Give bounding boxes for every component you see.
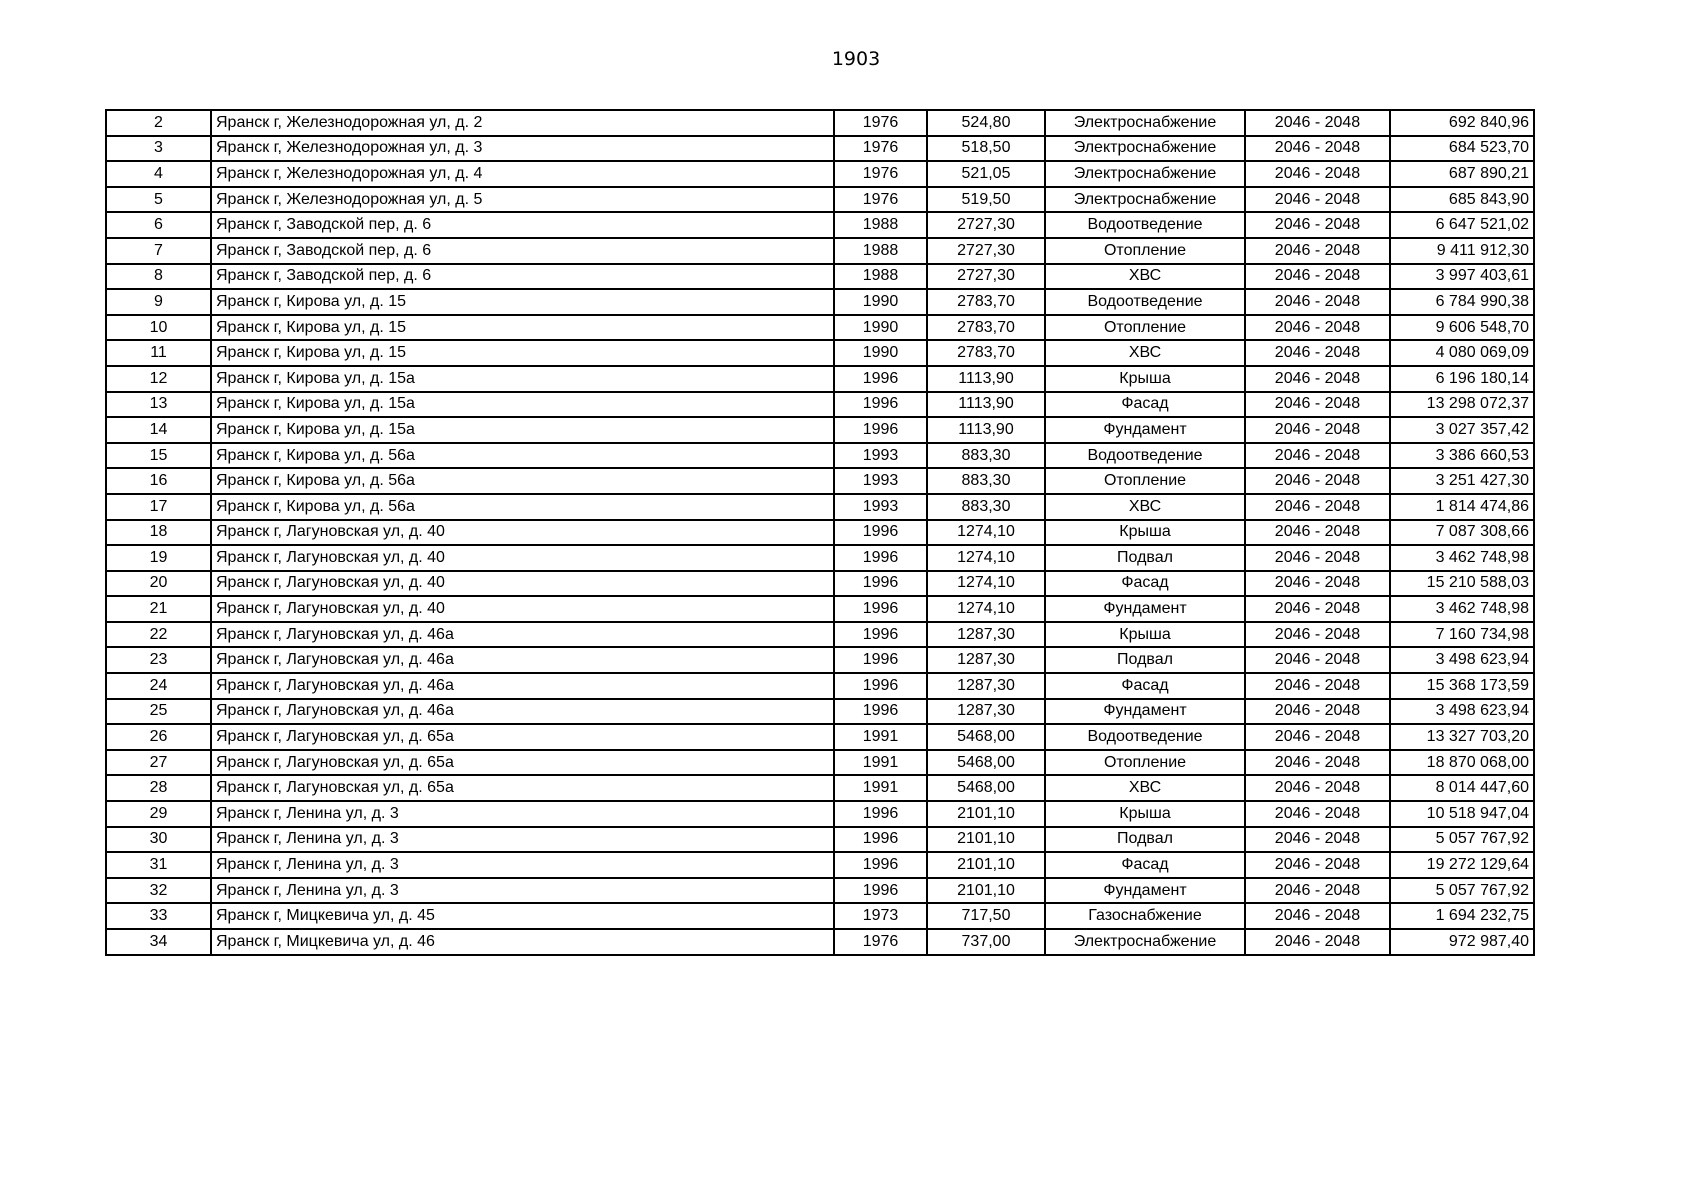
- period-cell: 2046 - 2048: [1245, 852, 1390, 878]
- table-row: [106, 750, 1534, 776]
- year-built-cell: 1996: [834, 622, 927, 648]
- table-row: [106, 417, 1534, 443]
- year-built-cell: 1996: [834, 545, 927, 571]
- work-type-cell: Фасад: [1045, 571, 1245, 597]
- work-type-cell: Фундамент: [1045, 699, 1245, 725]
- work-type-cell: Крыша: [1045, 520, 1245, 546]
- row-number: 2: [106, 110, 211, 136]
- row-number: 6: [106, 212, 211, 238]
- table-row: [106, 340, 1534, 366]
- period-cell: 2046 - 2048: [1245, 571, 1390, 597]
- year-built-cell: 1996: [834, 699, 927, 725]
- row-number: 22: [106, 622, 211, 648]
- work-type-cell: Газоснабжение: [1045, 903, 1245, 929]
- area-cell: 1287,30: [927, 673, 1045, 699]
- address-cell: Яранск г, Мицкевича ул, д. 46: [211, 929, 834, 955]
- address-cell: Яранск г, Лагуновская ул, д. 46а: [211, 622, 834, 648]
- address-cell: Яранск г, Кирова ул, д. 15: [211, 289, 834, 315]
- cost-cell: 3 498 623,94: [1390, 699, 1534, 725]
- row-number: 7: [106, 238, 211, 264]
- area-cell: 1274,10: [927, 596, 1045, 622]
- period-cell: 2046 - 2048: [1245, 878, 1390, 904]
- address-cell: Яранск г, Лагуновская ул, д. 65а: [211, 724, 834, 750]
- period-cell: 2046 - 2048: [1245, 903, 1390, 929]
- cost-cell: 15 210 588,03: [1390, 571, 1534, 597]
- work-type-cell: Фасад: [1045, 673, 1245, 699]
- work-type-cell: Водоотведение: [1045, 443, 1245, 469]
- area-cell: 5468,00: [927, 724, 1045, 750]
- address-cell: Яранск г, Железнодорожная ул, д. 4: [211, 161, 834, 187]
- cost-cell: 3 462 748,98: [1390, 545, 1534, 571]
- row-number: 4: [106, 161, 211, 187]
- year-built-cell: 1996: [834, 417, 927, 443]
- area-cell: 883,30: [927, 443, 1045, 469]
- year-built-cell: 1993: [834, 494, 927, 520]
- work-type-cell: Подвал: [1045, 827, 1245, 853]
- area-cell: 2727,30: [927, 212, 1045, 238]
- table-row: [106, 647, 1534, 673]
- period-cell: 2046 - 2048: [1245, 161, 1390, 187]
- table-row: [106, 827, 1534, 853]
- year-built-cell: 1991: [834, 775, 927, 801]
- address-cell: Яранск г, Ленина ул, д. 3: [211, 852, 834, 878]
- period-cell: 2046 - 2048: [1245, 136, 1390, 162]
- area-cell: 518,50: [927, 136, 1045, 162]
- cost-cell: 684 523,70: [1390, 136, 1534, 162]
- row-number: 25: [106, 699, 211, 725]
- address-cell: Яранск г, Кирова ул, д. 56а: [211, 494, 834, 520]
- area-cell: 1113,90: [927, 392, 1045, 418]
- area-cell: 1287,30: [927, 699, 1045, 725]
- work-type-cell: Фундамент: [1045, 596, 1245, 622]
- area-cell: 883,30: [927, 468, 1045, 494]
- work-type-cell: Фасад: [1045, 392, 1245, 418]
- table-body: [106, 110, 1534, 955]
- year-built-cell: 1996: [834, 392, 927, 418]
- period-cell: 2046 - 2048: [1245, 750, 1390, 776]
- year-built-cell: 1996: [834, 596, 927, 622]
- period-cell: 2046 - 2048: [1245, 545, 1390, 571]
- row-number: 13: [106, 392, 211, 418]
- period-cell: 2046 - 2048: [1245, 392, 1390, 418]
- table-row: [106, 929, 1534, 955]
- table-row: [106, 110, 1534, 136]
- table-row: [106, 392, 1534, 418]
- area-cell: 2101,10: [927, 852, 1045, 878]
- period-cell: 2046 - 2048: [1245, 827, 1390, 853]
- repair-schedule-table: [105, 109, 1535, 956]
- period-cell: 2046 - 2048: [1245, 340, 1390, 366]
- area-cell: 2101,10: [927, 827, 1045, 853]
- work-type-cell: Фасад: [1045, 852, 1245, 878]
- area-cell: 717,50: [927, 903, 1045, 929]
- area-cell: 2783,70: [927, 289, 1045, 315]
- address-cell: Яранск г, Кирова ул, д. 15а: [211, 366, 834, 392]
- period-cell: 2046 - 2048: [1245, 468, 1390, 494]
- cost-cell: 3 462 748,98: [1390, 596, 1534, 622]
- address-cell: Яранск г, Кирова ул, д. 15а: [211, 392, 834, 418]
- row-number: 28: [106, 775, 211, 801]
- table-row: [106, 724, 1534, 750]
- area-cell: 5468,00: [927, 750, 1045, 776]
- cost-cell: 10 518 947,04: [1390, 801, 1534, 827]
- table-row: [106, 289, 1534, 315]
- address-cell: Яранск г, Лагуновская ул, д. 40: [211, 545, 834, 571]
- row-number: 18: [106, 520, 211, 546]
- table-row: [106, 212, 1534, 238]
- row-number: 23: [106, 647, 211, 673]
- table-row: [106, 775, 1534, 801]
- work-type-cell: ХВС: [1045, 340, 1245, 366]
- row-number: 15: [106, 443, 211, 469]
- address-cell: Яранск г, Кирова ул, д. 15: [211, 340, 834, 366]
- year-built-cell: 1990: [834, 289, 927, 315]
- area-cell: 1274,10: [927, 520, 1045, 546]
- address-cell: Яранск г, Лагуновская ул, д. 40: [211, 596, 834, 622]
- row-number: 9: [106, 289, 211, 315]
- work-type-cell: Электроснабжение: [1045, 187, 1245, 213]
- cost-cell: 3 251 427,30: [1390, 468, 1534, 494]
- cost-cell: 692 840,96: [1390, 110, 1534, 136]
- year-built-cell: 1976: [834, 929, 927, 955]
- row-number: 31: [106, 852, 211, 878]
- period-cell: 2046 - 2048: [1245, 647, 1390, 673]
- work-type-cell: Фундамент: [1045, 417, 1245, 443]
- row-number: 32: [106, 878, 211, 904]
- row-number: 34: [106, 929, 211, 955]
- page-number: 1903: [831, 48, 881, 70]
- cost-cell: 9 411 912,30: [1390, 238, 1534, 264]
- row-number: 27: [106, 750, 211, 776]
- period-cell: 2046 - 2048: [1245, 724, 1390, 750]
- address-cell: Яранск г, Железнодорожная ул, д. 5: [211, 187, 834, 213]
- period-cell: 2046 - 2048: [1245, 929, 1390, 955]
- table-row: [106, 238, 1534, 264]
- address-cell: Яранск г, Кирова ул, д. 56а: [211, 468, 834, 494]
- year-built-cell: 1988: [834, 238, 927, 264]
- cost-cell: 8 014 447,60: [1390, 775, 1534, 801]
- table-row: [106, 571, 1534, 597]
- row-number: 12: [106, 366, 211, 392]
- work-type-cell: Водоотведение: [1045, 724, 1245, 750]
- table-row: [106, 903, 1534, 929]
- period-cell: 2046 - 2048: [1245, 443, 1390, 469]
- year-built-cell: 1991: [834, 750, 927, 776]
- year-built-cell: 1976: [834, 161, 927, 187]
- table-row: [106, 161, 1534, 187]
- area-cell: 883,30: [927, 494, 1045, 520]
- address-cell: Яранск г, Мицкевича ул, д. 45: [211, 903, 834, 929]
- period-cell: 2046 - 2048: [1245, 801, 1390, 827]
- table-row: [106, 468, 1534, 494]
- table-row: [106, 520, 1534, 546]
- cost-cell: 1 814 474,86: [1390, 494, 1534, 520]
- table-row: [106, 315, 1534, 341]
- address-cell: Яранск г, Заводской пер, д. 6: [211, 238, 834, 264]
- table-row: [106, 443, 1534, 469]
- year-built-cell: 1991: [834, 724, 927, 750]
- year-built-cell: 1993: [834, 468, 927, 494]
- year-built-cell: 1976: [834, 110, 927, 136]
- row-number: 5: [106, 187, 211, 213]
- address-cell: Яранск г, Лагуновская ул, д. 65а: [211, 775, 834, 801]
- work-type-cell: Отопление: [1045, 238, 1245, 264]
- table-row: [106, 596, 1534, 622]
- period-cell: 2046 - 2048: [1245, 775, 1390, 801]
- area-cell: 2101,10: [927, 801, 1045, 827]
- work-type-cell: Электроснабжение: [1045, 110, 1245, 136]
- cost-cell: 3 997 403,61: [1390, 264, 1534, 290]
- address-cell: Яранск г, Кирова ул, д. 15а: [211, 417, 834, 443]
- row-number: 3: [106, 136, 211, 162]
- row-number: 10: [106, 315, 211, 341]
- table-row: [106, 545, 1534, 571]
- table-row: [106, 264, 1534, 290]
- address-cell: Яранск г, Железнодорожная ул, д. 3: [211, 136, 834, 162]
- year-built-cell: 1996: [834, 878, 927, 904]
- area-cell: 521,05: [927, 161, 1045, 187]
- cost-cell: 5 057 767,92: [1390, 878, 1534, 904]
- work-type-cell: Подвал: [1045, 545, 1245, 571]
- work-type-cell: Электроснабжение: [1045, 161, 1245, 187]
- table-row: [106, 852, 1534, 878]
- cost-cell: 13 327 703,20: [1390, 724, 1534, 750]
- row-number: 16: [106, 468, 211, 494]
- period-cell: 2046 - 2048: [1245, 494, 1390, 520]
- period-cell: 2046 - 2048: [1245, 673, 1390, 699]
- work-type-cell: Водоотведение: [1045, 212, 1245, 238]
- work-type-cell: Крыша: [1045, 801, 1245, 827]
- work-type-cell: Водоотведение: [1045, 289, 1245, 315]
- address-cell: Яранск г, Лагуновская ул, д. 40: [211, 571, 834, 597]
- period-cell: 2046 - 2048: [1245, 699, 1390, 725]
- period-cell: 2046 - 2048: [1245, 187, 1390, 213]
- table-row: [106, 494, 1534, 520]
- cost-cell: 972 987,40: [1390, 929, 1534, 955]
- table-row: [106, 801, 1534, 827]
- address-cell: Яранск г, Ленина ул, д. 3: [211, 801, 834, 827]
- table-row: [106, 699, 1534, 725]
- work-type-cell: ХВС: [1045, 264, 1245, 290]
- cost-cell: 3 498 623,94: [1390, 647, 1534, 673]
- table-row: [106, 878, 1534, 904]
- year-built-cell: 1988: [834, 264, 927, 290]
- work-type-cell: Крыша: [1045, 622, 1245, 648]
- period-cell: 2046 - 2048: [1245, 622, 1390, 648]
- period-cell: 2046 - 2048: [1245, 264, 1390, 290]
- work-type-cell: Подвал: [1045, 647, 1245, 673]
- period-cell: 2046 - 2048: [1245, 417, 1390, 443]
- year-built-cell: 1996: [834, 366, 927, 392]
- period-cell: 2046 - 2048: [1245, 289, 1390, 315]
- work-type-cell: ХВС: [1045, 494, 1245, 520]
- year-built-cell: 1988: [834, 212, 927, 238]
- period-cell: 2046 - 2048: [1245, 520, 1390, 546]
- row-number: 33: [106, 903, 211, 929]
- row-number: 8: [106, 264, 211, 290]
- address-cell: Яранск г, Лагуновская ул, д. 46а: [211, 647, 834, 673]
- row-number: 29: [106, 801, 211, 827]
- year-built-cell: 1996: [834, 673, 927, 699]
- cost-cell: 687 890,21: [1390, 161, 1534, 187]
- cost-cell: 15 368 173,59: [1390, 673, 1534, 699]
- table-row: [106, 187, 1534, 213]
- row-number: 20: [106, 571, 211, 597]
- cost-cell: 4 080 069,09: [1390, 340, 1534, 366]
- cost-cell: 7 087 308,66: [1390, 520, 1534, 546]
- area-cell: 2727,30: [927, 264, 1045, 290]
- address-cell: Яранск г, Лагуновская ул, д. 40: [211, 520, 834, 546]
- year-built-cell: 1996: [834, 571, 927, 597]
- cost-cell: 5 057 767,92: [1390, 827, 1534, 853]
- address-cell: Яранск г, Ленина ул, д. 3: [211, 827, 834, 853]
- address-cell: Яранск г, Лагуновская ул, д. 46а: [211, 673, 834, 699]
- address-cell: Яранск г, Железнодорожная ул, д. 2: [211, 110, 834, 136]
- row-number: 26: [106, 724, 211, 750]
- area-cell: 2783,70: [927, 340, 1045, 366]
- period-cell: 2046 - 2048: [1245, 315, 1390, 341]
- work-type-cell: Электроснабжение: [1045, 929, 1245, 955]
- cost-cell: 9 606 548,70: [1390, 315, 1534, 341]
- row-number: 24: [106, 673, 211, 699]
- area-cell: 737,00: [927, 929, 1045, 955]
- work-type-cell: ХВС: [1045, 775, 1245, 801]
- area-cell: 1113,90: [927, 417, 1045, 443]
- period-cell: 2046 - 2048: [1245, 110, 1390, 136]
- row-number: 11: [106, 340, 211, 366]
- row-number: 17: [106, 494, 211, 520]
- address-cell: Яранск г, Кирова ул, д. 56а: [211, 443, 834, 469]
- period-cell: 2046 - 2048: [1245, 596, 1390, 622]
- table-row: [106, 366, 1534, 392]
- cost-cell: 13 298 072,37: [1390, 392, 1534, 418]
- work-type-cell: Электроснабжение: [1045, 136, 1245, 162]
- area-cell: 524,80: [927, 110, 1045, 136]
- area-cell: 5468,00: [927, 775, 1045, 801]
- area-cell: 2727,30: [927, 238, 1045, 264]
- address-cell: Яранск г, Кирова ул, д. 15: [211, 315, 834, 341]
- address-cell: Яранск г, Лагуновская ул, д. 65а: [211, 750, 834, 776]
- cost-cell: 1 694 232,75: [1390, 903, 1534, 929]
- work-type-cell: Отопление: [1045, 315, 1245, 341]
- cost-cell: 685 843,90: [1390, 187, 1534, 213]
- cost-cell: 6 196 180,14: [1390, 366, 1534, 392]
- table-row: [106, 622, 1534, 648]
- work-type-cell: Крыша: [1045, 366, 1245, 392]
- cost-cell: 6 647 521,02: [1390, 212, 1534, 238]
- year-built-cell: 1976: [834, 187, 927, 213]
- area-cell: 1287,30: [927, 622, 1045, 648]
- cost-cell: 19 272 129,64: [1390, 852, 1534, 878]
- address-cell: Яранск г, Лагуновская ул, д. 46а: [211, 699, 834, 725]
- address-cell: Яранск г, Заводской пер, д. 6: [211, 212, 834, 238]
- year-built-cell: 1996: [834, 801, 927, 827]
- area-cell: 2783,70: [927, 315, 1045, 341]
- year-built-cell: 1996: [834, 827, 927, 853]
- cost-cell: 18 870 068,00: [1390, 750, 1534, 776]
- cost-cell: 3 386 660,53: [1390, 443, 1534, 469]
- address-cell: Яранск г, Ленина ул, д. 3: [211, 878, 834, 904]
- year-built-cell: 1993: [834, 443, 927, 469]
- year-built-cell: 1996: [834, 647, 927, 673]
- year-built-cell: 1990: [834, 340, 927, 366]
- work-type-cell: Фундамент: [1045, 878, 1245, 904]
- row-number: 30: [106, 827, 211, 853]
- table-row: [106, 136, 1534, 162]
- period-cell: 2046 - 2048: [1245, 366, 1390, 392]
- period-cell: 2046 - 2048: [1245, 238, 1390, 264]
- area-cell: 519,50: [927, 187, 1045, 213]
- cost-cell: 3 027 357,42: [1390, 417, 1534, 443]
- period-cell: 2046 - 2048: [1245, 212, 1390, 238]
- year-built-cell: 1973: [834, 903, 927, 929]
- year-built-cell: 1990: [834, 315, 927, 341]
- year-built-cell: 1976: [834, 136, 927, 162]
- work-type-cell: Отопление: [1045, 750, 1245, 776]
- row-number: 21: [106, 596, 211, 622]
- area-cell: 1113,90: [927, 366, 1045, 392]
- area-cell: 1274,10: [927, 571, 1045, 597]
- area-cell: 1274,10: [927, 545, 1045, 571]
- year-built-cell: 1996: [834, 520, 927, 546]
- year-built-cell: 1996: [834, 852, 927, 878]
- row-number: 19: [106, 545, 211, 571]
- area-cell: 2101,10: [927, 878, 1045, 904]
- row-number: 14: [106, 417, 211, 443]
- table-row: [106, 673, 1534, 699]
- cost-cell: 7 160 734,98: [1390, 622, 1534, 648]
- cost-cell: 6 784 990,38: [1390, 289, 1534, 315]
- work-type-cell: Отопление: [1045, 468, 1245, 494]
- area-cell: 1287,30: [927, 647, 1045, 673]
- address-cell: Яранск г, Заводской пер, д. 6: [211, 264, 834, 290]
